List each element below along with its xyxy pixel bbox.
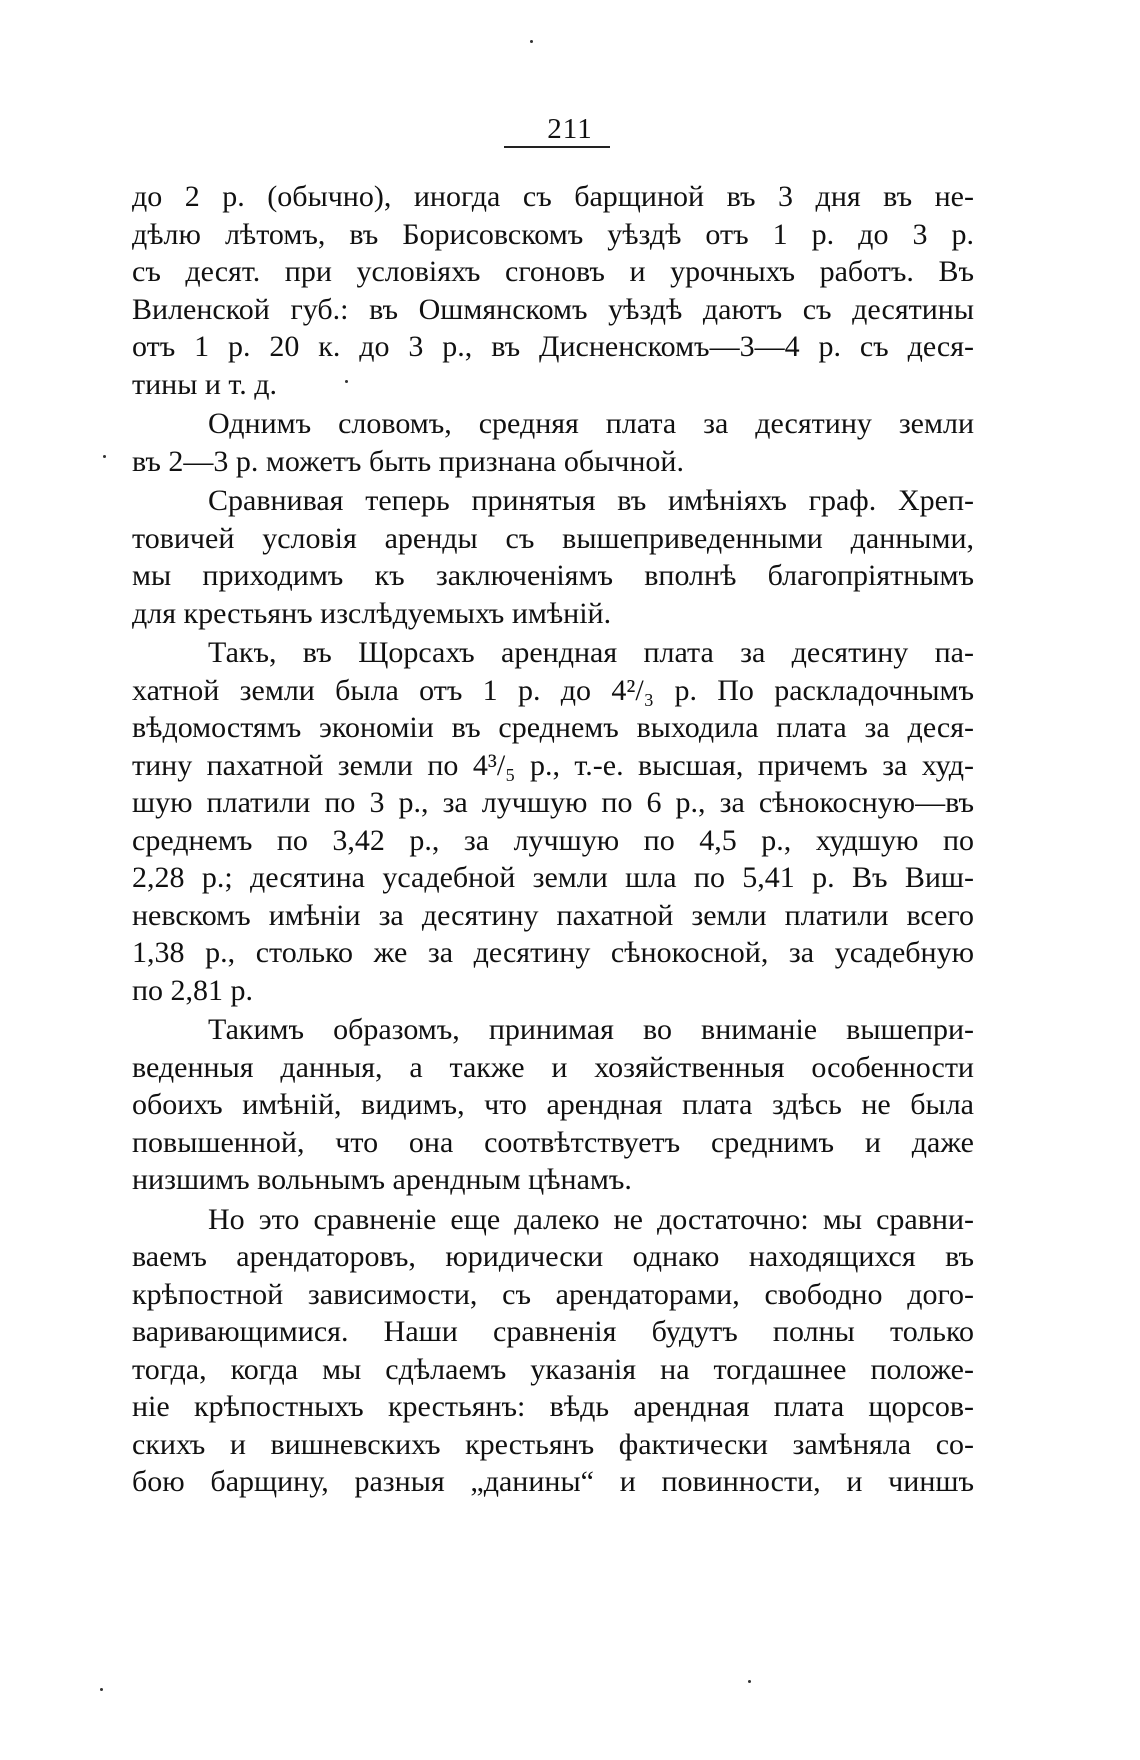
scan-speck [100, 1688, 103, 1691]
text-line: скихъ и вишневскихъ крестьянъ фактически замѣняла со- [132, 1427, 974, 1461]
text-line: шую платили по 3 р., за лучшую по 6 р., за сѣнокосную—въ [132, 786, 974, 819]
text-line: хатной земли была отъ 1 р. до 4²/₃ р. По раскладочнымъ [132, 673, 974, 707]
text-line: товичей условія аренды съ вышеприведенными данными, [132, 521, 974, 555]
text-line: 2,28 р.; десятина усадебной земли шла по 5,41 р. Въ Виш- [132, 861, 974, 894]
scan-speck [530, 40, 533, 43]
scan-speck [103, 455, 106, 458]
text-line: ніе крѣпостныхъ крестьянъ: вѣдь арендная плата щорсов- [132, 1390, 974, 1423]
text-line: ваемъ арендаторовъ, юридически однако находящихся въ [132, 1240, 974, 1273]
header-rule [504, 146, 610, 148]
text-line: Такъ, въ Щорсахъ арендная плата за десятину па- [208, 636, 974, 669]
text-line: тины и т. д. [132, 367, 278, 401]
scan-speck [345, 380, 348, 383]
text-line: Однимъ словомъ, средняя плата за десятину земли [208, 407, 974, 440]
text-line: вѣдомостямъ экономіи въ среднемъ выходила плата за деся- [132, 711, 974, 744]
text-line: 1,38 р., столько же за десятину сѣнокосной, за усадебную [132, 936, 974, 969]
text-line: бою барщину, разныя „данины“ и повинности, и чиншъ [132, 1465, 974, 1498]
text-line: по 2,81 р. [132, 973, 254, 1007]
text-line: тогда, когда мы сдѣлаемъ указанія на тогдашнее положе- [132, 1352, 974, 1386]
paragraph [132, 1011, 974, 1199]
paragraph [132, 1201, 974, 1501]
text-line: въ 2—3 р. можетъ быть признана обычной. [132, 444, 684, 478]
text-line: до 2 р. (обычно), иногда съ барщиной въ 3 дня въ не- [132, 180, 974, 213]
text-line: отъ 1 р. 20 к. до 3 р., въ Дисненскомъ—3—4 р. съ деся- [132, 330, 974, 363]
page-number: 211 [547, 113, 593, 145]
paragraph [132, 405, 974, 480]
body-text [132, 178, 974, 1503]
text-line: Виленской губ.: въ Ошмянскомъ уѣздѣ даютъ съ десятины [132, 292, 974, 326]
text-line: повышенной, что она соотвѣтствуетъ среднимъ и даже [132, 1125, 974, 1159]
text-line: Такимъ образомъ, принимая во вниманіе вышепри- [208, 1013, 974, 1046]
text-line: мы приходимъ къ заключеніямъ вполнѣ благопріятнымъ [132, 559, 974, 592]
text-line: для крестьянъ изслѣдуемыхъ имѣній. [132, 596, 612, 630]
paragraph [132, 634, 974, 1009]
text-line: крѣпостной зависимости, съ арендаторами, свободно дого- [132, 1277, 974, 1311]
scan-speck [748, 1680, 751, 1683]
text-line: веденныя данныя, а также и хозяйственныя особенности [132, 1050, 974, 1084]
text-line: обоихъ имѣній, видимъ, что арендная плата здѣсь не была [132, 1088, 974, 1121]
text-line: Сравнивая теперь принятыя въ имѣніяхъ граф. Хреп- [208, 484, 974, 517]
paragraph [132, 178, 974, 403]
text-line: Но это сравненіе еще далеко не достаточно: мы сравни- [208, 1202, 974, 1236]
text-line: низшимъ вольнымъ арендным цѣнамъ. [132, 1163, 632, 1196]
text-line: среднемъ по 3,42 р., за лучшую по 4,5 р., худшую по [132, 823, 974, 857]
text-line: дѣлю лѣтомъ, въ Борисовскомъ уѣздѣ отъ 1 р. до 3 р. [132, 217, 974, 251]
text-line: варивающимися. Наши сравненія будутъ полны только [132, 1315, 974, 1348]
paragraph [132, 482, 974, 632]
text-line: тину пахатной земли по 4³/₅ р., т.-е. высшая, причемъ за худ- [132, 748, 974, 782]
text-line: невскомъ имѣніи за десятину пахатной земли платили всего [132, 898, 974, 932]
text-line: съ десят. при условіяхъ сгоновъ и урочныхъ работъ. Въ [132, 255, 974, 288]
